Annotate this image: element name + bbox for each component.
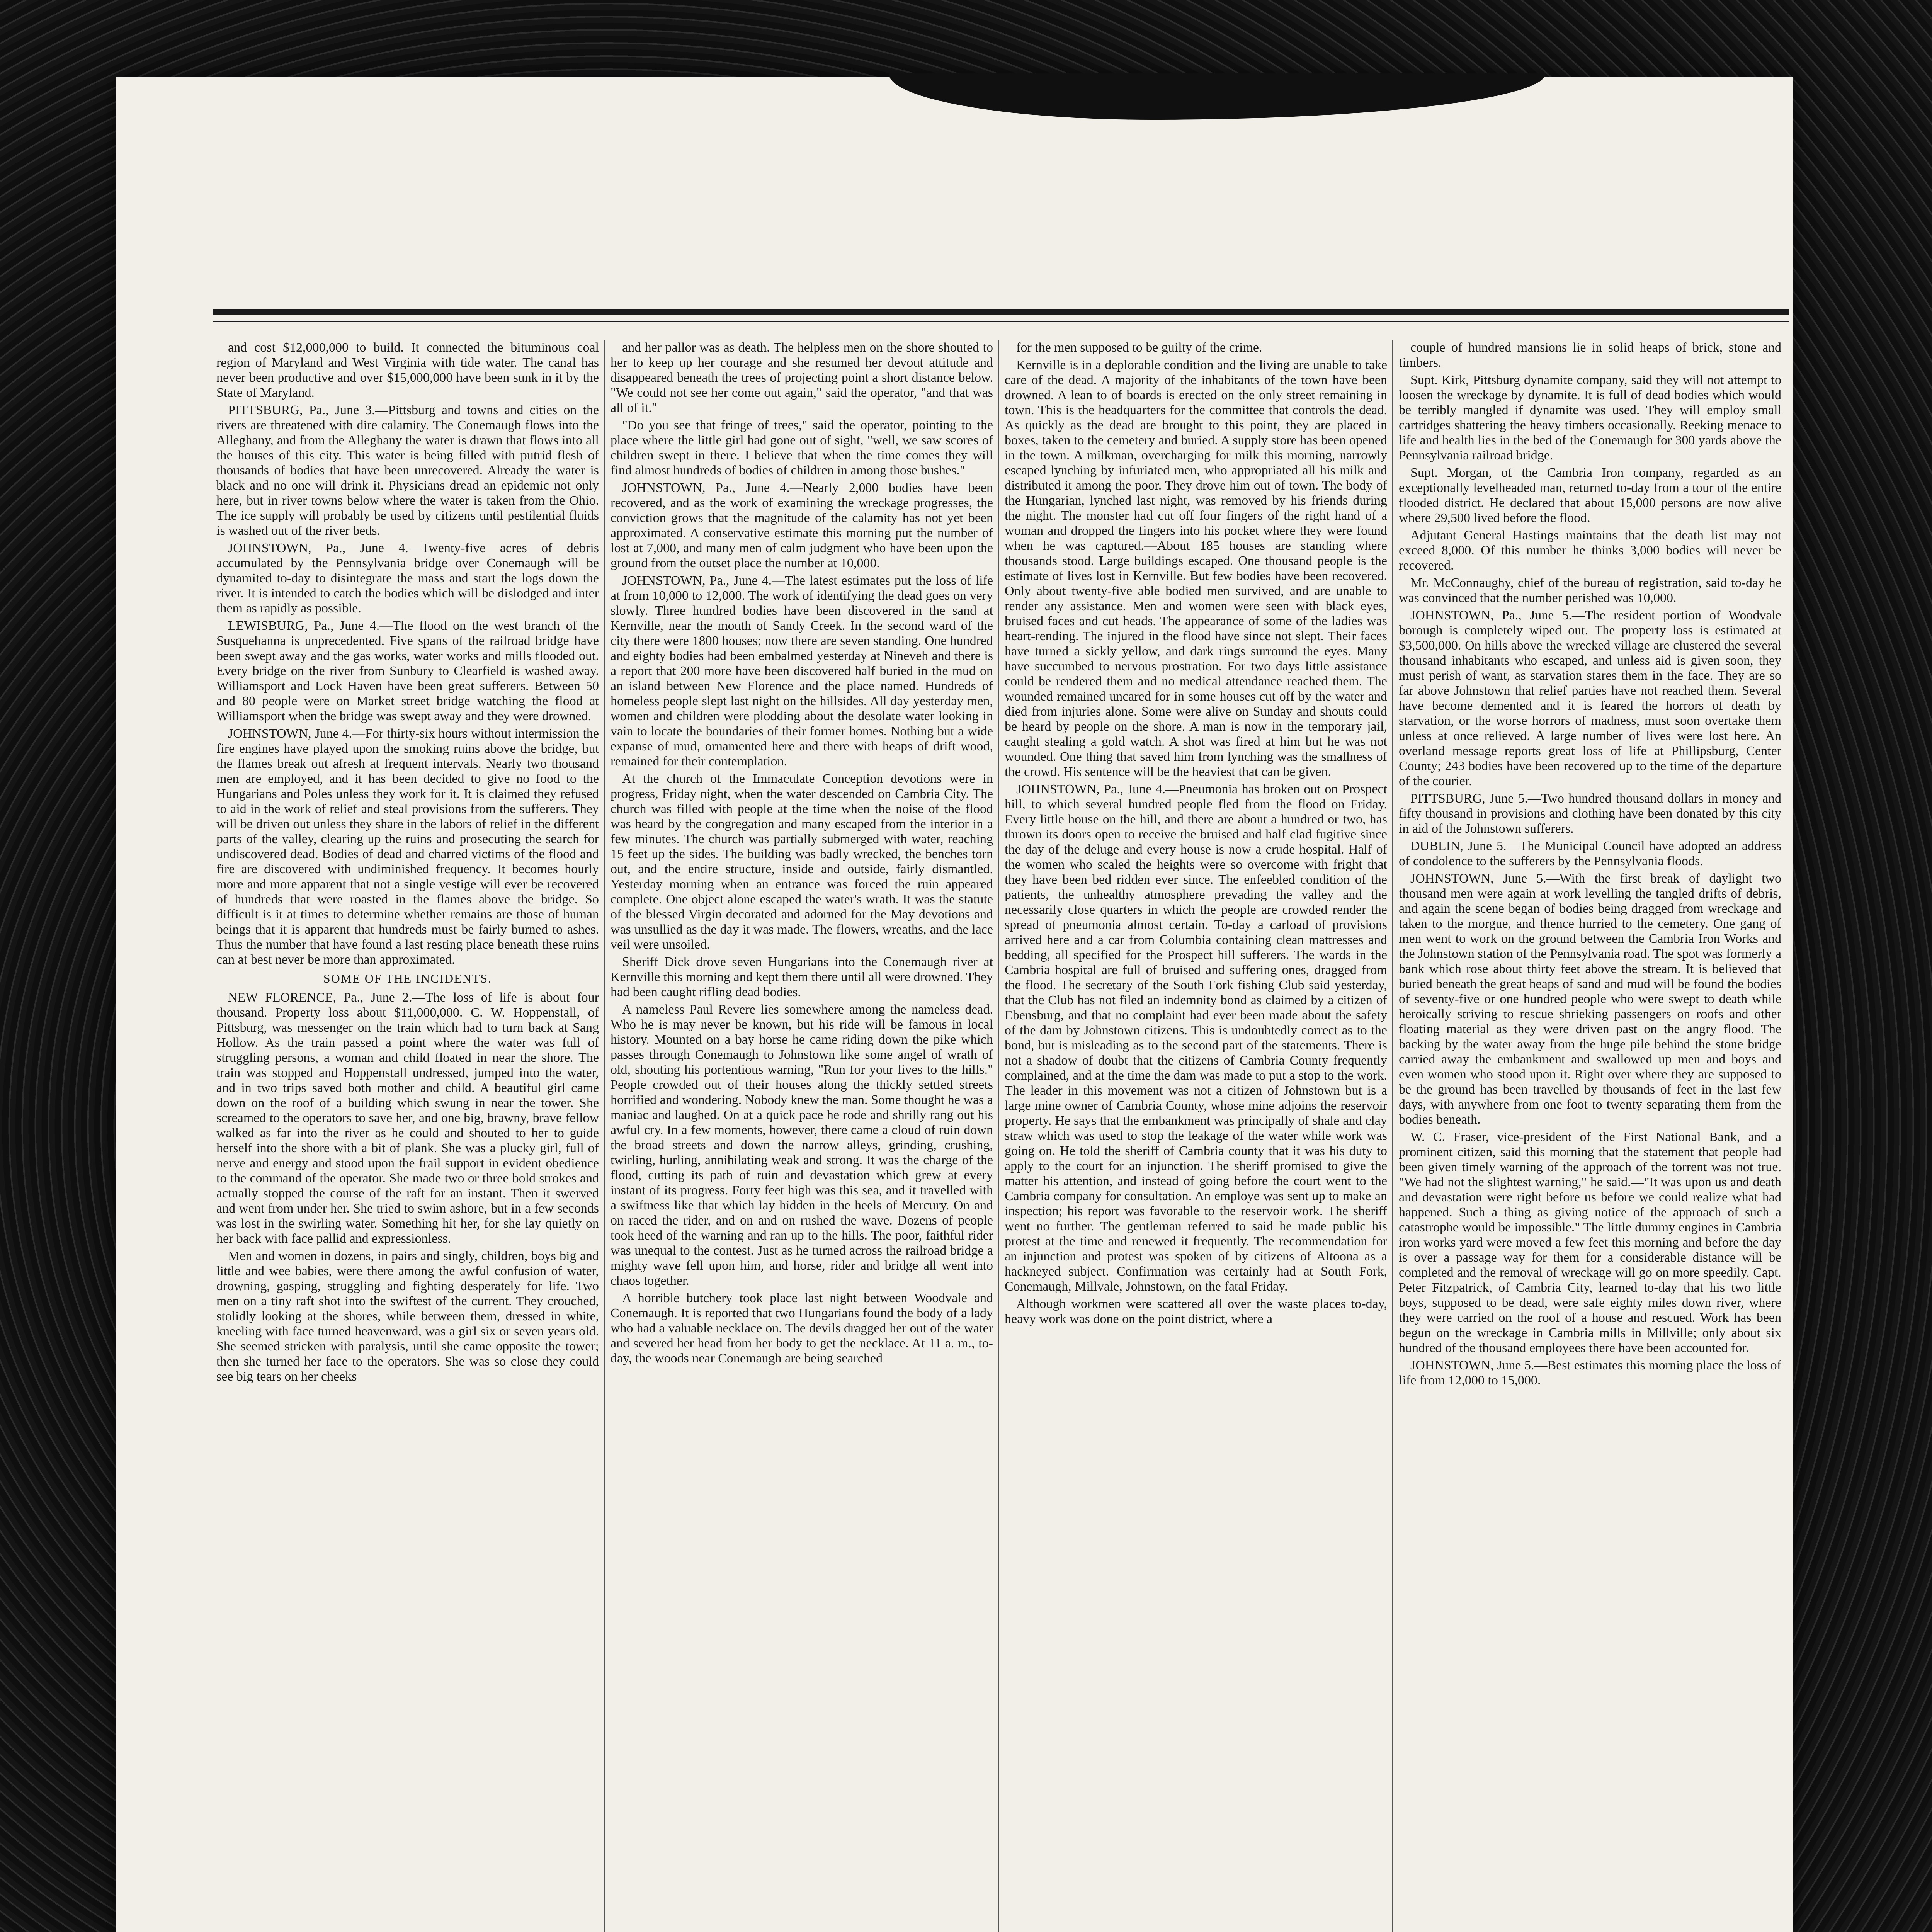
paragraph: and her pallor was as death. The helpless men on the shore shouted to her to keep up her courage and she resumed her devout attitude and disappeared beneath the trees of projecting point a short distance below. "We could not see her come out again," said the operator, "and that was all of it." [611, 340, 993, 415]
section-heading: SOME OF THE INCIDENTS. [323, 971, 492, 985]
paragraph: A horrible butchery took place last night between Woodvale and Conemaugh. It is reported that two Hungarians found the body of a lady who had a valuable necklace on. The devils dragged her out of the water and severed her head from her body to get the necklace. At 11 a. m., to-day, the woods near Conemaugh are being searched [611, 1291, 993, 1366]
paragraph: Mr. McConnaughy, chief of the bureau of registration, said to-day he was convinced that the number perished was 10,000. [1399, 576, 1781, 605]
paragraph: JOHNSTOWN, June 4.—For thirty-six hours without intermission the fire engines have played upon the smoking ruins above the bridge, but the flames break out afresh at frequent intervals. Nearly two thousand men are employed, and it has been decided to give no food to the Hungarians and Poles unless they work for it. It is claimed they refused to aid in the work of relief and steal provisions from the sufferers. They will be driven out unless they share in the labors of relief in the different parts of the valley, clearing up the ruins and prosecuting the search for undiscovered dead. Bodies of dead and charred victims of the flood and fire are discovered with undiminished frequency. It becomes hourly more and more apparent that not a single vestige will ever be recovered of hundreds that were roasted in the flames above the bridge. So difficult is it at times to determine whether remains are those of human beings that it is apparent that hundreds must be fairly burned to ashes. Thus the number that have found a last resting place beneath these ruins can at best never be more than approximated. [216, 726, 599, 967]
column-2 [611, 340, 993, 1932]
top-rule-thick [213, 309, 1789, 315]
paragraph: W. C. Fraser, vice-president of the First National Bank, and a prominent citizen, said this morning that the statement that people had been given timely warning of the approach of the torrent was not true. "We had not the slightest warning," he said.—"It was upon us and death and devastation were right before us before we could realize what had happened. Such a thing as giving notice of the approach of such a catastrophe would be impossible." The little dummy engines in Cambria iron works yard were moved a few feet this morning and before the day is over a passage way for them for a considerable distance will be completed and the removal of wreckage will go on more speedily. Capt. Peter Fitzpatrick, of Cambria City, learned to-day that his two little boys, supposed to be dead, were safe eighty miles down river, where they were carried on the roof of a house and rescued. Work has been begun on the wreckage in Cambria mills in Millville; only about six hundred of the thousand employees there have been accounted for. [1399, 1130, 1781, 1355]
paragraph: JOHNSTOWN, June 5.—Best estimates this morning place the loss of life from 12,000 to 15,000. [1399, 1358, 1781, 1388]
paragraph: At the church of the Immaculate Conception devotions were in progress, Friday night, when the water descended on Cambria City. The church was filled with people at the time when the noise of the flood was heard by the congregation and many escaped from the interior in a few minutes. The church was partially submerged with water, reaching 15 feet up the sides. The building was badly wrecked, the benches torn out, and the entire structure, inside and outside, fairly dismantled. Yesterday morning when an entrance was forced the ruin appeared complete. One object alone escaped the water's wrath. It was the statute of the blessed Virgin decorated and adorned for the May devotions and was unsullied as the day it was made. The flowers, wreaths, and the lace veil were unsoiled. [611, 772, 993, 952]
column-3 [1005, 340, 1387, 1932]
paragraph: Supt. Kirk, Pittsburg dynamite company, said they will not attempt to loosen the wreckage by dynamite. It is full of dead bodies which would be terribly mangled if dynamite was used. They will employ small cartridges shattering the heavy timbers occasionally. Reeking menace to life and health lies in the bed of the Conemaugh for 300 yards above the Pennsylvania railroad bridge. [1399, 373, 1781, 463]
paragraph: PITTSBURG, Pa., June 3.—Pittsburg and towns and cities on the rivers are threatened with dire calamity. The Conemaugh flows into the Alleghany, and from the Alleghany the water is drawn that flows into all the houses of this city. This water is being filled with putrid flesh of thousands of bodies that have been unrecovered. Already the water is black and no one will drink it. Physicians dread an epidemic not only here, but in river towns below where the water is taken from the Ohio. The ice supply will probably be used by citizens until pestilential fluids is washed out of the river beds. [216, 403, 599, 538]
paragraph: and cost $12,000,000 to build. It connected the bituminous coal region of Maryland and West Virginia with tide water. The canal has never been productive and over $15,000,000 have been sunk in it by the State of Maryland. [216, 340, 599, 400]
column-4 [1399, 340, 1781, 1932]
paragraph: Kernville is in a deplorable condition and the living are unable to take care of the dead. A majority of the inhabitants of the town have been drowned. A lean to of boards is erected on the only street remaining in town. This is the headquarters for the committee that controls the dead. As quickly as the dead are brought to this point, they are placed in boxes, taken to the cemetery and buried. A supply store has been opened in the town. A milkman, overcharging for milk this morning, narrowly escaped lynching by infuriated men, who appropriated all his milk and distributed it among the poor. They drove him out of town. The body of the Hungarian, lynched last night, was removed by his friends during the night. The monster had cut off four fingers of the right hand of a woman and dropped the fingers into his pocket where they were found when he was captured.—About 185 houses are standing where thousands stood. Large buildings escaped. One thousand people is the estimate of lives lost in Kernville. But few bodies have been recovered. Only about twenty-five able bodied men survived, and are unable to render any assistance. Men and women were seen with black eyes, bruised faces and cut heads. The appearance of some of the ladies was heart-rending. The injured in the flood have since not slept. Their faces have turned a sickly yellow, and dark rings surround the eyes. Many have succumbed to nervous prostration. For two days little assistance could be rendered them and no medical attendance reached them. The wounded remained uncared for in some houses cut off by the water and died from injuries alone. Some were alive on Sunday and shouts could be heard by people on the shore. A man is now in the temporary jail, caught stealing a gold watch. A shot was fired at him but he was not wounded. One thing that saved him from lynching was the smallness of the crowd. His sentence will be the heaviest that can be given. [1005, 358, 1387, 779]
column-1 [216, 340, 599, 1932]
paragraph: PITTSBURG, June 5.—Two hundred thousand dollars in money and fifty thousand in provisions and clothing have been donated by this city in aid of the Johnstown sufferers. [1399, 791, 1781, 836]
paragraph: Supt. Morgan, of the Cambria Iron company, regarded as an exceptionally levelheaded man, returned to-day from a tour of the entire flooded district. He declared that about 15,000 persons are now alive where 29,500 lived before the flood. [1399, 466, 1781, 525]
paragraph: Although workmen were scattered all over the waste places to-day, heavy work was done on the point district, where a [1005, 1297, 1387, 1326]
paragraph: JOHNSTOWN, Pa., June 4.—Nearly 2,000 bodies have been recovered, and as the work of examining the wreckage progresses, the conviction grows that the magnitude of the calamity has not yet been approximated. A conservative estimate this morning put the number of lost at 7,000, and many men of calm judgment who have been upon the ground from the outset place the number at 10,000. [611, 481, 993, 570]
newspaper-page [116, 77, 1793, 1932]
paragraph: Men and women in dozens, in pairs and singly, children, boys big and little and wee babies, were there among the awful confusion of water, drowning, gasping, struggling and fighting desperately for life. Two men on a tiny raft shot into the swiftest of the current. They crouched, stolidly looking at the shores, while between them, dressed in white, kneeling with face turned heavenward, was a girl six or seven years old. She seemed stricken with paralysis, until she came opposite the tower; then she turned her face to the operators. She was so close they could see big tears on her cheeks [216, 1249, 599, 1384]
paragraph: JOHNSTOWN, Pa., June 4.—Pneumonia has broken out on Prospect hill, to which several hundred people fled from the flood on Friday. Every little house on the hill, and there are about a hundred or two, has thrown its doors open to receive the bruised and half clad fugitive since the day of the deluge and every house is now a crude hospital. Half of the women who scaled the heights were so overcome with fright that they have been bed ridden ever since. The enfeebled condition of the patients, the unhealthy atmosphere prevading the valley and the necessarily close quarters in which the people are crowded render the spread of pneumonia almost certain. To-day a carload of provisions arrived here and a car from Columbia containing clean mattresses and bedding, all specified for the Prospect hill sufferers. The wards in the Cambria hospital are full of bruised and suffering ones, dragged from the flood. The secretary of the South Fork fishing Club said yesterday, that the Club has not filed an indemnity bond as claimed by a citizen of Ebensburg, and that no complaint had ever been made about the safety of the dam by Johnstown citizens. This is undoubtedly correct as to the bond, but is misleading as to the second part of the statements. There is not a shadow of doubt that the citizens of Cambria County frequently complained, and at the time the dam was made to put a stop to the work. The leader in this movement was not a citizen of Johnstown but is a large mine owner of Cambria County, whose mine adjoins the reservoir property. He says that the embankment was principally of shale and clay straw which was used to stop the leakage of the water while work was going on. He told the sheriff of Cambria county that it was his duty to apply to the court for an injunction. The sheriff promised to give the matter his attention, and instead of going before the court went to the Cambria company for consultation. An employe was sent up to make an inspection; his report was favorable to the reservoir work. The sheriff went no further. The gentleman referred to said he made public his protest at the time and renewed it frequently. The recommendation for an injunction and protest was spoken of by citizens of Altoona as a hackneyed subject. Confirmation was certainly had at South Fork, Conemaugh, Millvale, Johnstown, on the fatal Friday. [1005, 782, 1387, 1294]
torn-edge [889, 73, 1546, 120]
paragraph: couple of hundred mansions lie in solid heaps of brick, stone and timbers. [1399, 340, 1781, 370]
paragraph: LEWISBURG, Pa., June 4.—The flood on the west branch of the Susquehanna is unprecedented. Five spans of the railroad bridge have been swept away and the gas works, water works and mills flooded out. Every bridge on the river from Sunbury to Clearfield is washed away. Williamsport and Lock Haven have been great sufferers. Between 50 and 80 people were on Market street bridge watching the flood at Williamsport when the bridge was swept away and they were drowned. [216, 619, 599, 723]
paragraph: JOHNSTOWN, Pa., June 5.—The resident portion of Woodvale borough is completely wiped out. The property loss is estimated at $3,500,000. On hills above the wrecked village are clustered the several thousand inhabitants who escaped, and unless aid is given soon, they must perish of want, as starvation stares them in the face. They are so far above Johnstown that relief parties have not reached them. Several have become demented and it is feared the horrors of death by starvation, or the worse horrors of madness, must soon overtake them unless at once relieved. A large number of lives were lost here. An overland message reports great loss of life at Phillipsburg, Center County; 243 bodies have been recovered up to the time of the departure of the courier. [1399, 608, 1781, 788]
column-divider [1392, 340, 1393, 1932]
column-divider [604, 340, 605, 1932]
paragraph: Adjutant General Hastings maintains that the death list may not exceed 8,000. Of this number he thinks 3,000 bodies will never be recovered. [1399, 528, 1781, 573]
paragraph: JOHNSTOWN, Pa., June 4.—Twenty-five acres of debris accumulated by the Pennsylvania bridge over Conemaugh will be dynamited to-day to disintegrate the mass and start the logs down the river. It is intended to catch the bodies which will be dislodged and inter them as rapidly as possible. [216, 541, 599, 616]
paragraph: JOHNSTOWN, Pa., June 4.—The latest estimates put the loss of life at from 10,000 to 12,000. The work of identifying the dead goes on very slowly. Three hundred bodies have been discovered in the sand at Kernville, near the mouth of Sandy Creek. In the second ward of the city there were 1800 houses; now there are seven standing. One hundred and eighty bodies had been embalmed yesterday at Nineveh and there is a report that 200 more have been discovered half buried in the mud on an island between New Florence and the place named. Hundreds of homeless people slept last night on the hillsides. All day yesterday men, women and children were plodding about the desolate water looking in vain to locate the boundaries of their former homes. Nothing but a wide expanse of mud, ornamented here and there with heaps of drift wood, remained for their contemplation. [611, 573, 993, 769]
paragraph: JOHNSTOWN, June 5.—With the first break of daylight two thousand men were again at work levelling the tangled drifts of debris, and again the scene began of bodies being dragged from wreckage and taken to the morgue, and thence hurried to the cemetery. One gang of men went to work on the ground between the Cambria Iron Works and the Johnstown station of the Pennsylvania road. The spot was formerly a bank which rose about thirty feet above the stream. It is believed that buried beneath the great heaps of sand and mud will be found the bodies of seventy-five or one hundred people who were swept to death while heroically striving to rescue shrieking passengers on roofs and other floating material as they were driven past on the angry flood. The backing by the water away from the huge pile behind the stone bridge carried away the embankment and swallowed up men and boys and even women who stood upon it. Right over where they are supposed to be the ground has been travelled by thousands of feet in the last few days, with anywhere from one foot to twenty separating them from the bodies beneath. [1399, 871, 1781, 1127]
paragraph: for the men supposed to be guilty of the crime. [1016, 340, 1262, 355]
paragraph: A nameless Paul Revere lies somewhere among the nameless dead. Who he is may never be known, but his ride will be famous in local history. Mounted on a bay horse he came riding down the pike which passes through Conemaugh to Johnstown like some angel of wrath of old, shouting his portentious warning, "Run for your lives to the hills." People crowded out of their houses along the thickly settled streets horrified and wondering. Nobody knew the man. Some thought he was a maniac and laughed. On at a quick pace he rode and shrilly rang out his awful cry. In a few moments, however, there came a cloud of ruin down the broad streets and down the narrow alleys, grinding, crushing, twirling, hurling, annihilating weak and strong. It was the charge of the flood, cutting its path of ruin and devastation which grew at every instant of its progress. Forty feet high was this sea, and it travelled with a swiftness like that which lay hidden in the heels of Mercury. On and on raced the rider, and on and on rushed the wave. Dozens of people took heed of the warning and ran up to the hills. The poor, faithful rider was unequal to the contest. Just as he turned across the railroad bridge a mighty wave fell upon him, and horse, rider and bridge all went into chaos together. [611, 1002, 993, 1288]
top-rule-thin [213, 321, 1789, 322]
paragraph: Sheriff Dick drove seven Hungarians into the Conemaugh river at Kernville this morning and kept them there until all were drowned. They had been caught rifling dead bodies. [611, 955, 993, 999]
paragraph: "Do you see that fringe of trees," said the operator, pointing to the place where the little girl had gone out of sight, "well, we saw scores of children swept in there. I believe that when the time comes they will find almost hundreds of bodies of children in among those bushes." [611, 418, 993, 478]
column-divider [998, 340, 999, 1932]
paragraph: NEW FLORENCE, Pa., June 2.—The loss of life is about four thousand. Property loss about $11,000,000. C. W. Hoppenstall, of Pittsburg, was messenger on the train which had to turn back at Sang Hollow. As the train passed a point where the water was full of struggling persons, a woman and child floated in near the shore. The train was stopped and Hoppenstall undressed, jumped into the water, and in two trips saved both mother and child. A beautiful girl came down on the roof of a building which swung in near the tower. She screamed to the operators to save her, and one big, brawny, brave fellow walked as far into the river as he could and shouted to her to guide herself into the shore with a bit of plank. She was a plucky girl, full of nerve and energy and stood upon the frail support in evident obedience to the command of the operator. She made two or three bold strokes and actually stopped the course of the raft for an instant. Then it swerved and went from under her. She tried to swim ashore, but in a few seconds was lost in the swirling water. Something hit her, for she lay quietly on her back with face pallid and expressionless. [216, 990, 599, 1246]
paragraph: DUBLIN, June 5.—The Municipal Council have adopted an address of condolence to the sufferers by the Pennsylvania floods. [1399, 839, 1781, 868]
